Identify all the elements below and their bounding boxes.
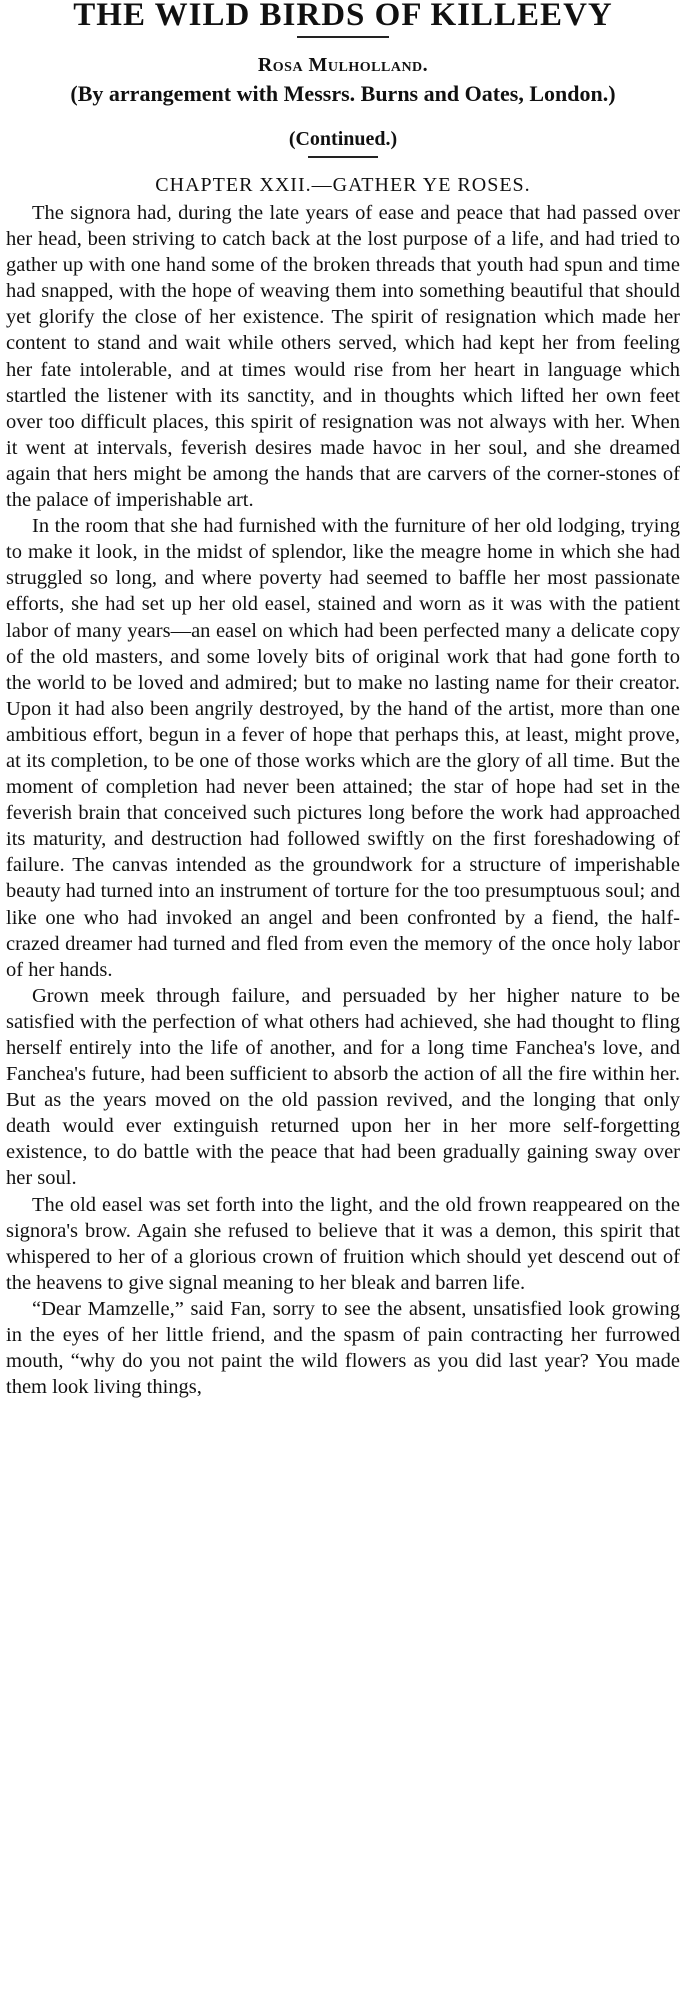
arrangement-note: (By arrangement with Messrs. Burns and Oates, London.) — [70, 81, 616, 106]
paragraph: In the room that she had furnished with the furniture of her old lodging, trying to make it look, in the midst of splendor, like the meagre home in which she had struggled so long, and where poverty had seemed to baffle her most passionate efforts, she had set up her old easel, stained and worn as it was with the patient labor of many years—an easel on which had been perfected many a delicate copy of the old masters, and some lovely bits of original work that had gone forth to the world to be loved and admired; but to make no lasting name for their creator. Upon it had also been angrily destroyed, by the hand of the artist, more than one ambitious effort, begun in a fever of hope that perhaps this, at least, might prove, at its completion, to be one of those works which are the glory of all time. But the moment of completion had never been attained; the star of hope had set in the feverish brain that conceived such pictures long before the work had approached its maturity, and destruction had followed swiftly on the first foreshadowing of failure. The canvas intended as the groundwork for a structure of imperishable beauty had turned into an instrument of torture for the too presumptuous soul; and like one who had invoked an angel and been confronted by a fiend, the half-crazed dreamer had turned and fled from even the memory of the once holy labor of her hands. — [6, 515, 680, 981]
paragraph: The signora had, during the late years of ease and peace that had passed over her head, been striving to catch back at the lost purpose of a life, and had tried to gather up with one hand some of the broken threads that youth had spun and time had snapped, with the hope of weaving them into something beautiful that should yet glorify the close of her existence. The spirit of resignation which made her content to stand and wait while others served, which had kept her from feeling her fate intolerable, and at times would rise from her heart in language which startled the listener with its sanctity, and in thoughts which lifted her own feet over too difficult places, this spirit of resignation was not always with her. When it went at intervals, feverish desires made havoc in her soul, and she dreamed again that hers might be among the hands that are carvers of the corner-stones of the palace of imperishable art. — [6, 202, 680, 512]
paragraph: “Dear Mamzelle,” said Fan, sorry to see the absent, unsatisfied look growing in the eyes of her little friend, and the spasm of pain contracting her furrowed mouth, “why do you not paint the wild flowers as you did last year? You made them look living things, — [6, 1297, 680, 1399]
author-line — [6, 52, 680, 78]
section-divider — [308, 156, 378, 158]
paragraph: The old easel was set forth into the light, and the old frown reappeared on the signora's brow. Again she refused to believe that it was a demon, this spirit that whispered to her of a glorious crown of fruition which should yet descend out of the heavens to give signal meaning to her bleak and barren life. — [6, 1193, 680, 1294]
chapter-heading: CHAPTER XXII.—GATHER YE ROSES. — [155, 174, 531, 196]
author-name: Rosa Mulholland. — [257, 54, 429, 76]
article-title: THE WILD BIRDS OF KILLEEVY — [73, 0, 613, 30]
continued-note: (Continued.) — [288, 128, 398, 150]
article-body — [6, 200, 680, 1400]
paragraph: Grown meek through failure, and persuaded by her higher nature to be satisfied with the perfection of what others had achieved, she had thought to fling herself entirely into the life of another, and for a long time Fanchea's love, and Fanchea's future, had been sufficient to absorb the action of all the fire within her. But as the years moved on the old passion revived, and the longing that only death would ever extinguish returned upon her in her more self-forgetting existence, to do battle with the peace that had been gradually gaining sway over her soul. — [6, 984, 680, 1190]
title-divider — [297, 36, 389, 38]
